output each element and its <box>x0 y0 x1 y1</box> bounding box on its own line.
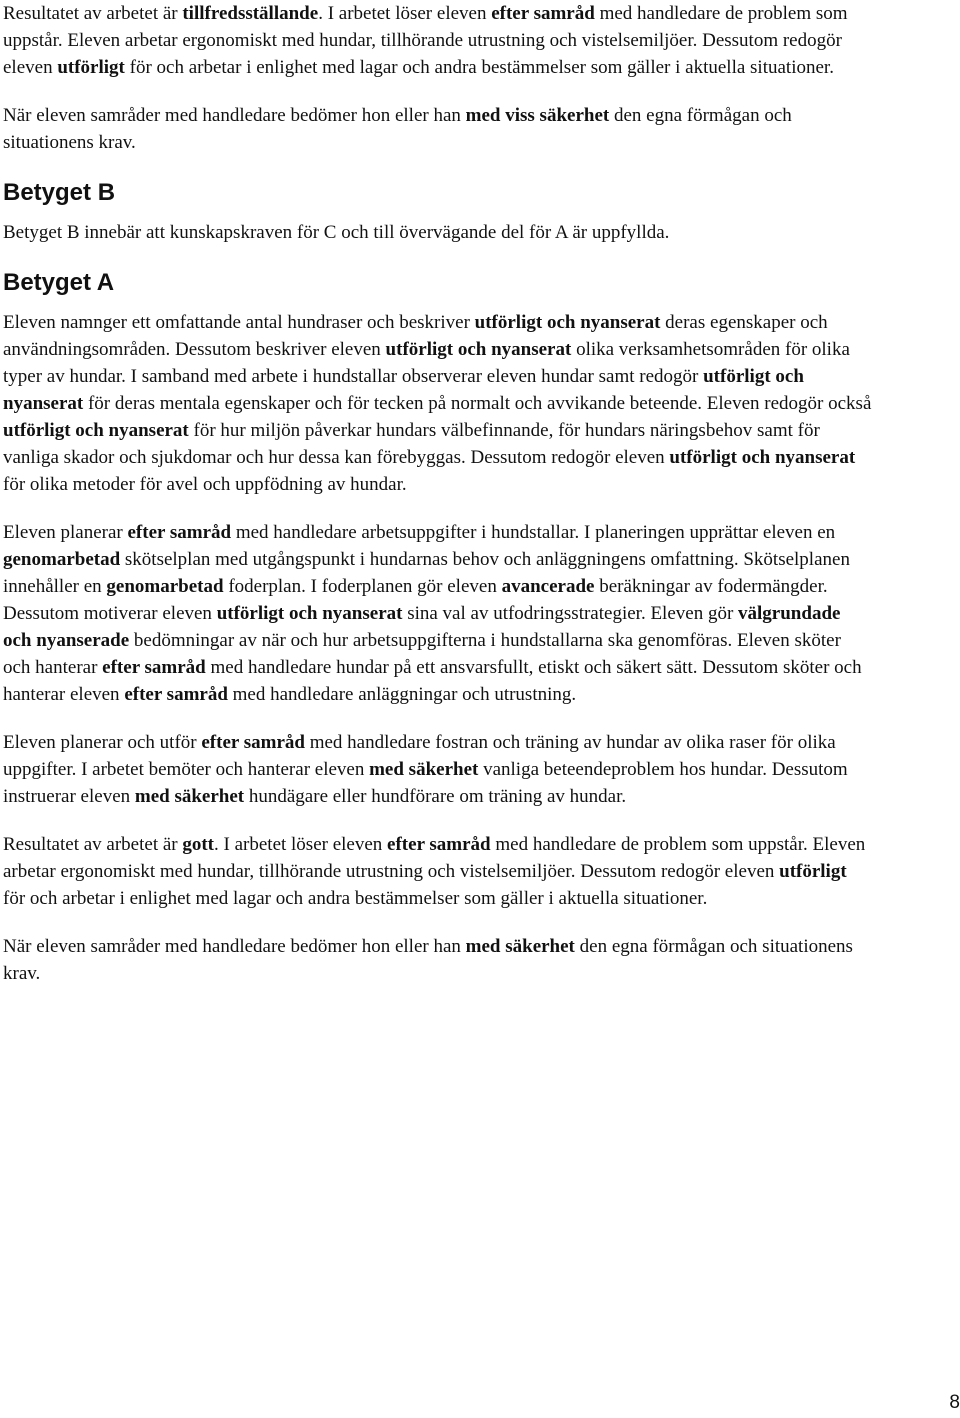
text: med handledare de problem som uppstår. Eleven arbetar ergonomiskt med hundar, tillhörande utrustning och vistelsemiljöer. Dessutom redogör eleven <box>3 834 866 882</box>
text: Eleven planerar och utför <box>3 732 202 753</box>
bold-text: utförligt och nyanserat <box>3 420 189 441</box>
bold-text: utförligt <box>779 861 847 882</box>
text: med handledare de problem som uppstår. Eleven arbetar ergonomiskt med hundar, tillhörande utrustning och vistelsemiljöer. Dessutom redogör eleven <box>3 3 848 78</box>
text: skötselplan med utgångspunkt i hundarnas behov och anläggningens omfattning. Skötselplanen innehåller en <box>3 549 850 597</box>
paragraph-self-assessment-c <box>3 102 873 156</box>
text: med handledare hundar på ett ansvarsfullt, etiskt och säkert sätt. Dessutom sköter och hanterar eleven <box>3 657 862 705</box>
text: Betyget B <box>3 179 116 206</box>
bold-text: efter samråd <box>491 3 595 24</box>
text: När eleven samråder med handledare bedömer hon eller han <box>3 936 466 957</box>
paragraph-result-good <box>3 831 873 912</box>
bold-text: genomarbetad <box>106 576 224 597</box>
paragraph-training <box>3 729 873 810</box>
bold-text: välgrundade och nyanserade <box>3 603 841 651</box>
heading-grade-a <box>3 267 873 299</box>
paragraph-dog-breeds <box>3 309 873 498</box>
bold-text: gott <box>182 834 215 855</box>
bold-text: utförligt och nyanserat <box>3 366 804 414</box>
bold-text: med säkerhet <box>465 936 575 957</box>
text: foderplan. I foderplanen gör eleven <box>223 576 502 597</box>
document-body <box>3 0 873 1008</box>
bold-text: utförligt och nyanserat <box>669 447 856 468</box>
paragraph-self-assessment-a <box>3 933 873 987</box>
bold-text: efter samråd <box>127 522 232 543</box>
text: Eleven namnger ett omfattande antal hundraser och beskriver <box>3 312 475 333</box>
text: för och arbetar i enlighet med lagar och andra bestämmelser som gäller i aktuella situationer. <box>124 57 834 78</box>
text: Betyget B innebär att kunskapskraven för C och till övervägande del för A är uppfyllda. <box>3 222 670 243</box>
bold-text: efter samråd <box>124 684 228 705</box>
text: Resultatet av arbetet är <box>3 3 183 24</box>
bold-text: efter samråd <box>201 732 305 753</box>
bold-text: utförligt och nyanserat <box>216 603 403 624</box>
text: med handledare fostran och träning av hundar av olika raser för olika uppgifter. I arbetet bemöter och hanterar eleven <box>3 732 836 780</box>
text: Eleven planerar <box>3 522 128 543</box>
text: hundägare eller hundförare om träning av hundar. <box>244 786 627 807</box>
text: den egna förmågan och situationens krav. <box>3 105 792 153</box>
paragraph-result-satisfactory <box>3 0 873 81</box>
page-number: 8 <box>949 1392 960 1413</box>
text: deras egenskaper och användningsområden. Dessutom beskriver eleven <box>3 312 828 360</box>
bold-text: efter samråd <box>387 834 491 855</box>
text: för hur miljön påverkar hundars välbefinnande, för hundars näringsbehov samt för vanliga skador och sjukdomar och hur dessa kan förebyggas. Dessutom redogör eleven <box>3 420 820 468</box>
text: Resultatet av arbetet är <box>3 834 183 855</box>
bold-text: utförligt <box>57 57 125 78</box>
text: för olika metoder för avel och uppfödning av hundar. <box>3 474 407 495</box>
heading-grade-b <box>3 177 873 209</box>
text: med handledare anläggningar och utrustning. <box>227 684 577 705</box>
text: . I arbetet löser eleven <box>318 3 492 24</box>
text: för deras mentala egenskaper och för tecken på normalt och avvikande beteende. Eleven redogör också <box>83 393 872 414</box>
text: Betyget A <box>3 269 115 296</box>
bold-text: utförligt och nyanserat <box>385 339 572 360</box>
paragraph-planning <box>3 519 873 708</box>
bold-text: utförligt och nyanserat <box>474 312 661 333</box>
bold-text: avancerade <box>501 576 595 597</box>
text: olika verksamhetsområden för olika typer av hundar. I samband med arbete i hundstallar observerar eleven hundar samt redogör <box>3 339 850 387</box>
bold-text: med säkerhet <box>134 786 245 807</box>
bold-text: med viss säkerhet <box>465 105 610 126</box>
bold-text: med säkerhet <box>369 759 479 780</box>
text: . I arbetet löser eleven <box>214 834 388 855</box>
bold-text: efter samråd <box>102 657 206 678</box>
text: bedömningar av när och hur arbetsuppgifterna i hundstallarna ska genomföras. Eleven sköter och hanterar <box>3 630 841 678</box>
text: vanliga beteendeproblem hos hundar. Dessutom instruerar eleven <box>3 759 848 807</box>
text: för och arbetar i enlighet med lagar och andra bestämmelser som gäller i aktuella situationer. <box>3 888 708 909</box>
text: den egna förmågan och situationens krav. <box>3 936 853 984</box>
paragraph-grade-b <box>3 219 873 246</box>
text: När eleven samråder med handledare bedömer hon eller han <box>3 105 466 126</box>
text: beräkningar av fodermängder. Dessutom motiverar eleven <box>3 576 828 624</box>
bold-text: genomarbetad <box>3 549 121 570</box>
text: sina val av utfodringsstrategier. Eleven gör <box>402 603 739 624</box>
bold-text: tillfredsställande <box>182 3 319 24</box>
text: med handledare arbetsuppgifter i hundstallar. I planeringen upprättar eleven en <box>231 522 836 543</box>
